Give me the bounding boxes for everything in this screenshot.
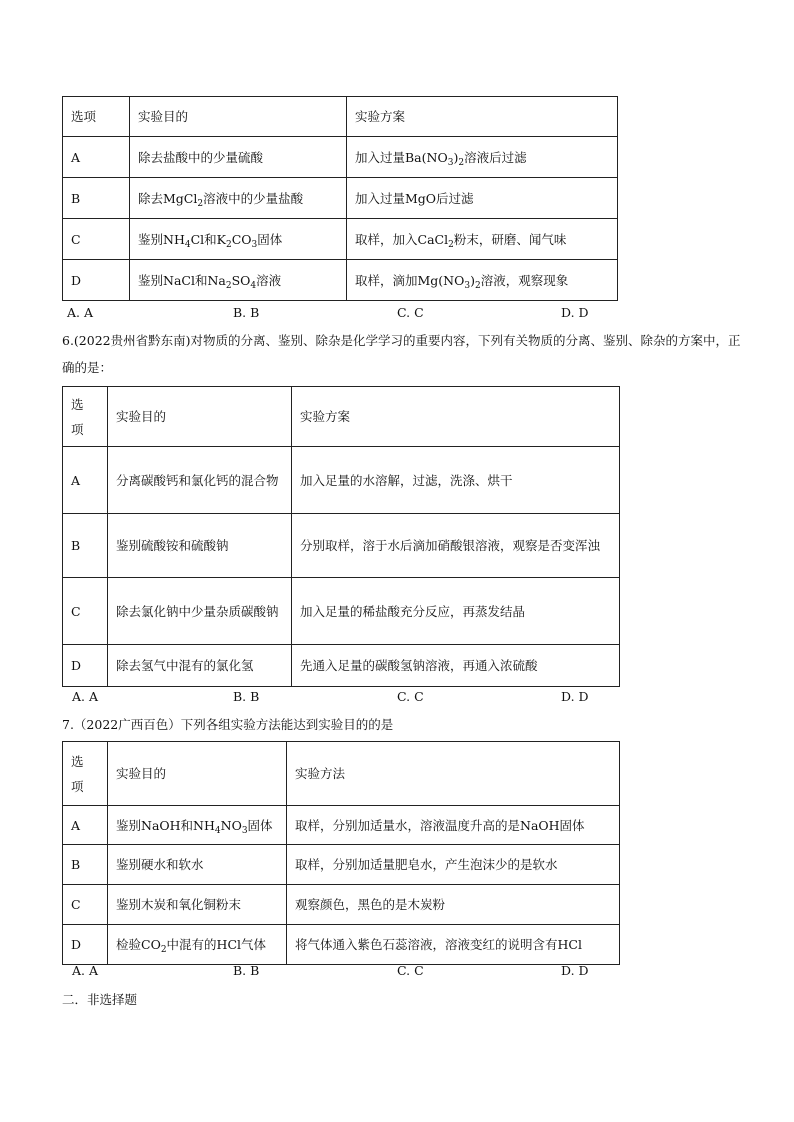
q6-table [62, 386, 620, 687]
header-goal: 实验目的 [108, 387, 292, 447]
header-option: 选 项 [63, 387, 108, 447]
choice-b[interactable]: B. B [233, 689, 260, 704]
row-goal: 鉴别NaOH和$NH_4NO_3$固体 [108, 806, 287, 845]
row-goal: 除去氯化钠中少量杂质碳酸钠 [108, 578, 292, 645]
table-header-row [63, 387, 620, 447]
row-plan: 加入足量的稀盐酸充分反应，再蒸发结晶 [292, 578, 620, 645]
row-option: B [63, 845, 108, 885]
row-goal: 鉴别木炭和氧化铜粉末 [108, 885, 287, 925]
table-row [63, 219, 618, 260]
row-plan: 将气体通入紫色石蕊溶液，溶液变红的说明含有HCl [287, 925, 620, 965]
row-option: B [63, 178, 130, 219]
row-goal: 鉴别NaCl和$Na_2SO_4$溶液 [130, 260, 347, 301]
row-option: C [63, 578, 108, 645]
q7-table [62, 741, 620, 965]
row-goal: 鉴别$NH_4Cl$和$K_2CO_3$固体 [130, 219, 347, 260]
table-row [63, 178, 618, 219]
row-plan: 加入过量$Ba(NO_3)_2$溶液后过滤 [347, 137, 618, 178]
row-option: C [63, 885, 108, 925]
header-plan: 实验方法 [287, 742, 620, 806]
row-goal: 除去盐酸中的少量硫酸 [130, 137, 347, 178]
choice-a[interactable]: A. A [67, 305, 94, 320]
table-row [63, 885, 620, 925]
header-option: 选 项 [63, 742, 108, 806]
row-plan: 先通入足量的碳酸氢钠溶液，再通入浓硫酸 [292, 645, 620, 687]
table-row [63, 806, 620, 845]
row-plan: 取样，滴加$Mg(NO_3)_2$溶液，观察现象 [347, 260, 618, 301]
header-plan: 实验方案 [347, 97, 618, 137]
header-goal: 实验目的 [108, 742, 287, 806]
row-plan: 取样，分别加适量水，溶液温度升高的是NaOH固体 [287, 806, 620, 845]
table-row [63, 925, 620, 965]
row-option: D [63, 925, 108, 965]
row-goal: 鉴别硫酸铵和硫酸钠 [108, 514, 292, 578]
header-goal: 实验目的 [130, 97, 347, 137]
row-goal: 鉴别硬水和软水 [108, 845, 287, 885]
row-option: A [63, 806, 108, 845]
table-row [63, 514, 620, 578]
section-heading: 二．非选择题 [62, 992, 138, 1007]
choice-c[interactable]: C. C [397, 963, 424, 978]
table-row [63, 578, 620, 645]
row-option: D [63, 260, 130, 301]
table-header-row [63, 97, 618, 137]
q7-stem: 7.（2022广西百色）下列各组实验方法能达到实验目的的是 [62, 717, 394, 732]
choice-b[interactable]: B. B [233, 305, 260, 320]
row-option: A [63, 447, 108, 514]
row-option: B [63, 514, 108, 578]
row-plan: 分别取样，溶于水后滴加硝酸银溶液，观察是否变浑浊 [292, 514, 620, 578]
table-header-row [63, 742, 620, 806]
table-row [63, 447, 620, 514]
row-option: D [63, 645, 108, 687]
choice-d[interactable]: D. D [561, 689, 589, 704]
choice-d[interactable]: D. D [561, 305, 589, 320]
q6-stem: 6.(2022贵州省黔东南)对物质的分离、鉴别、除杂是化学学习的重要内容，下列有关物质的分离、鉴别、除杂的方案中，正确的是： [62, 333, 741, 375]
choice-a[interactable]: A. A [72, 963, 99, 978]
table-row [63, 260, 618, 301]
row-option: A [63, 137, 130, 178]
row-goal: 除去氢气中混有的氯化氢 [108, 645, 292, 687]
q5-table [62, 96, 618, 301]
header-plan: 实验方案 [292, 387, 620, 447]
q5-choices [0, 305, 794, 321]
row-plan: 加入足量的水溶解，过滤，洗涤、烘干 [292, 447, 620, 514]
table-row [63, 137, 618, 178]
choice-b[interactable]: B. B [233, 963, 260, 978]
choice-a[interactable]: A. A [72, 689, 99, 704]
header-option: 选项 [63, 97, 130, 137]
row-plan: 加入过量MgO后过滤 [347, 178, 618, 219]
choice-c[interactable]: C. C [397, 689, 424, 704]
row-plan: 取样，分别加适量肥皂水，产生泡沫少的是软水 [287, 845, 620, 885]
q6-choices [0, 689, 794, 705]
choice-c[interactable]: C. C [397, 305, 424, 320]
row-goal: 除去MgCl$_2$溶液中的少量盐酸 [130, 178, 347, 219]
row-goal: 检验$CO_2$中混有的HCl气体 [108, 925, 287, 965]
table-row [63, 845, 620, 885]
row-option: C [63, 219, 130, 260]
q7-choices [0, 963, 794, 979]
table-row [63, 645, 620, 687]
row-goal: 分离碳酸钙和氯化钙的混合物 [108, 447, 292, 514]
row-plan: 观察颜色，黑色的是木炭粉 [287, 885, 620, 925]
row-plan: 取样，加入CaCl$_2$粉末，研磨、闻气味 [347, 219, 618, 260]
choice-d[interactable]: D. D [561, 963, 589, 978]
